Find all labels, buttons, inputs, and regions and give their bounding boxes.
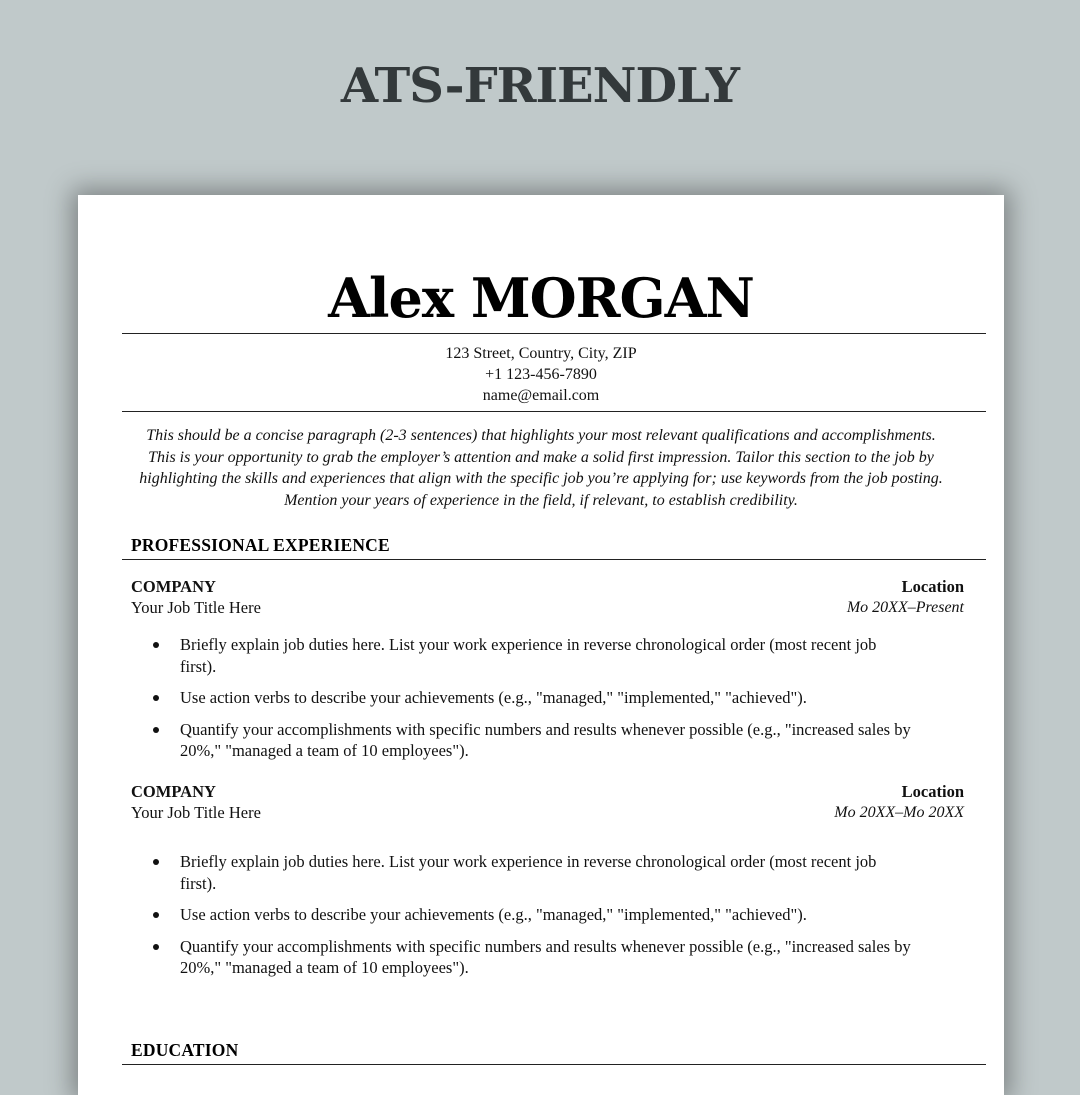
- job-bullet: [153, 634, 913, 677]
- bullet-icon: [153, 695, 159, 701]
- job-company: COMPANY: [131, 577, 216, 596]
- job-location: Location: [901, 577, 964, 596]
- section-divider-experience: [122, 559, 986, 560]
- job-bullet: [153, 904, 913, 926]
- job-bullets: [153, 634, 913, 772]
- bullet-icon: [153, 912, 159, 918]
- job-bullet-text: Briefly explain job duties here. List your work experience in reverse chronological order (most recent job first).: [180, 852, 877, 893]
- job-bullet-text: Briefly explain job duties here. List your work experience in reverse chronological order (most recent job first).: [180, 635, 877, 676]
- banner-title: ATS-FRIENDLY: [340, 58, 740, 114]
- resume-name: Alex MORGAN: [328, 266, 754, 330]
- bullet-icon: [153, 642, 159, 648]
- resume-page: [78, 195, 1004, 1095]
- contact-address: 123 Street, Country, City, ZIP: [445, 345, 637, 362]
- job-title: Your Job Title Here: [131, 803, 261, 822]
- job-bullet-text: Use action verbs to describe your achievements (e.g., "managed," "implemented," "achieved").: [180, 688, 807, 707]
- job-bullets: [153, 851, 913, 989]
- job-bullet-text: Use action verbs to describe your achievements (e.g., "managed," "implemented," "achieved").: [180, 905, 807, 924]
- job-bullet: [153, 936, 913, 979]
- summary-paragraph: This should be a concise paragraph (2-3 sentences) that highlights your most relevant qualifications and accomplishments. This is your opportunity to grab the employer’s attention and make a solid first impression. Tailor this section to the job by highlighting the skills and experiences that align with the specific job you’re applying for; use keywords from the job posting. Mention your years of experience in the field, if relevant, to establish credibility.: [139, 427, 943, 509]
- contact-phone: +1 123-456-7890: [485, 366, 597, 383]
- bullet-icon: [153, 727, 159, 733]
- header-divider-bottom: [122, 411, 986, 412]
- section-title-experience: PROFESSIONAL EXPERIENCE: [131, 535, 390, 555]
- section-title-education: EDUCATION: [131, 1040, 239, 1060]
- job-title: Your Job Title Here: [131, 598, 261, 617]
- job-dates: Mo 20XX–Mo 20XX: [834, 804, 964, 821]
- contact-email: name@email.com: [482, 387, 600, 404]
- job-company: COMPANY: [131, 782, 216, 801]
- job-location: Location: [901, 782, 964, 801]
- bullet-icon: [153, 944, 159, 950]
- job-bullet: [153, 719, 913, 762]
- job-dates: Mo 20XX–Present: [846, 599, 964, 616]
- job-bullet: [153, 851, 913, 894]
- job-bullet-text: Quantify your accomplishments with specific numbers and results whenever possible (e.g., "increased sales by 20%," "managed a team of 10 employees").: [180, 719, 911, 760]
- header-divider-top: [122, 333, 986, 334]
- job-bullet-text: Quantify your accomplishments with specific numbers and results whenever possible (e.g., "increased sales by 20%," "managed a team of 10 employees").: [180, 936, 911, 977]
- job-bullet: [153, 687, 913, 709]
- bullet-icon: [153, 859, 159, 865]
- section-divider-education: [122, 1064, 986, 1065]
